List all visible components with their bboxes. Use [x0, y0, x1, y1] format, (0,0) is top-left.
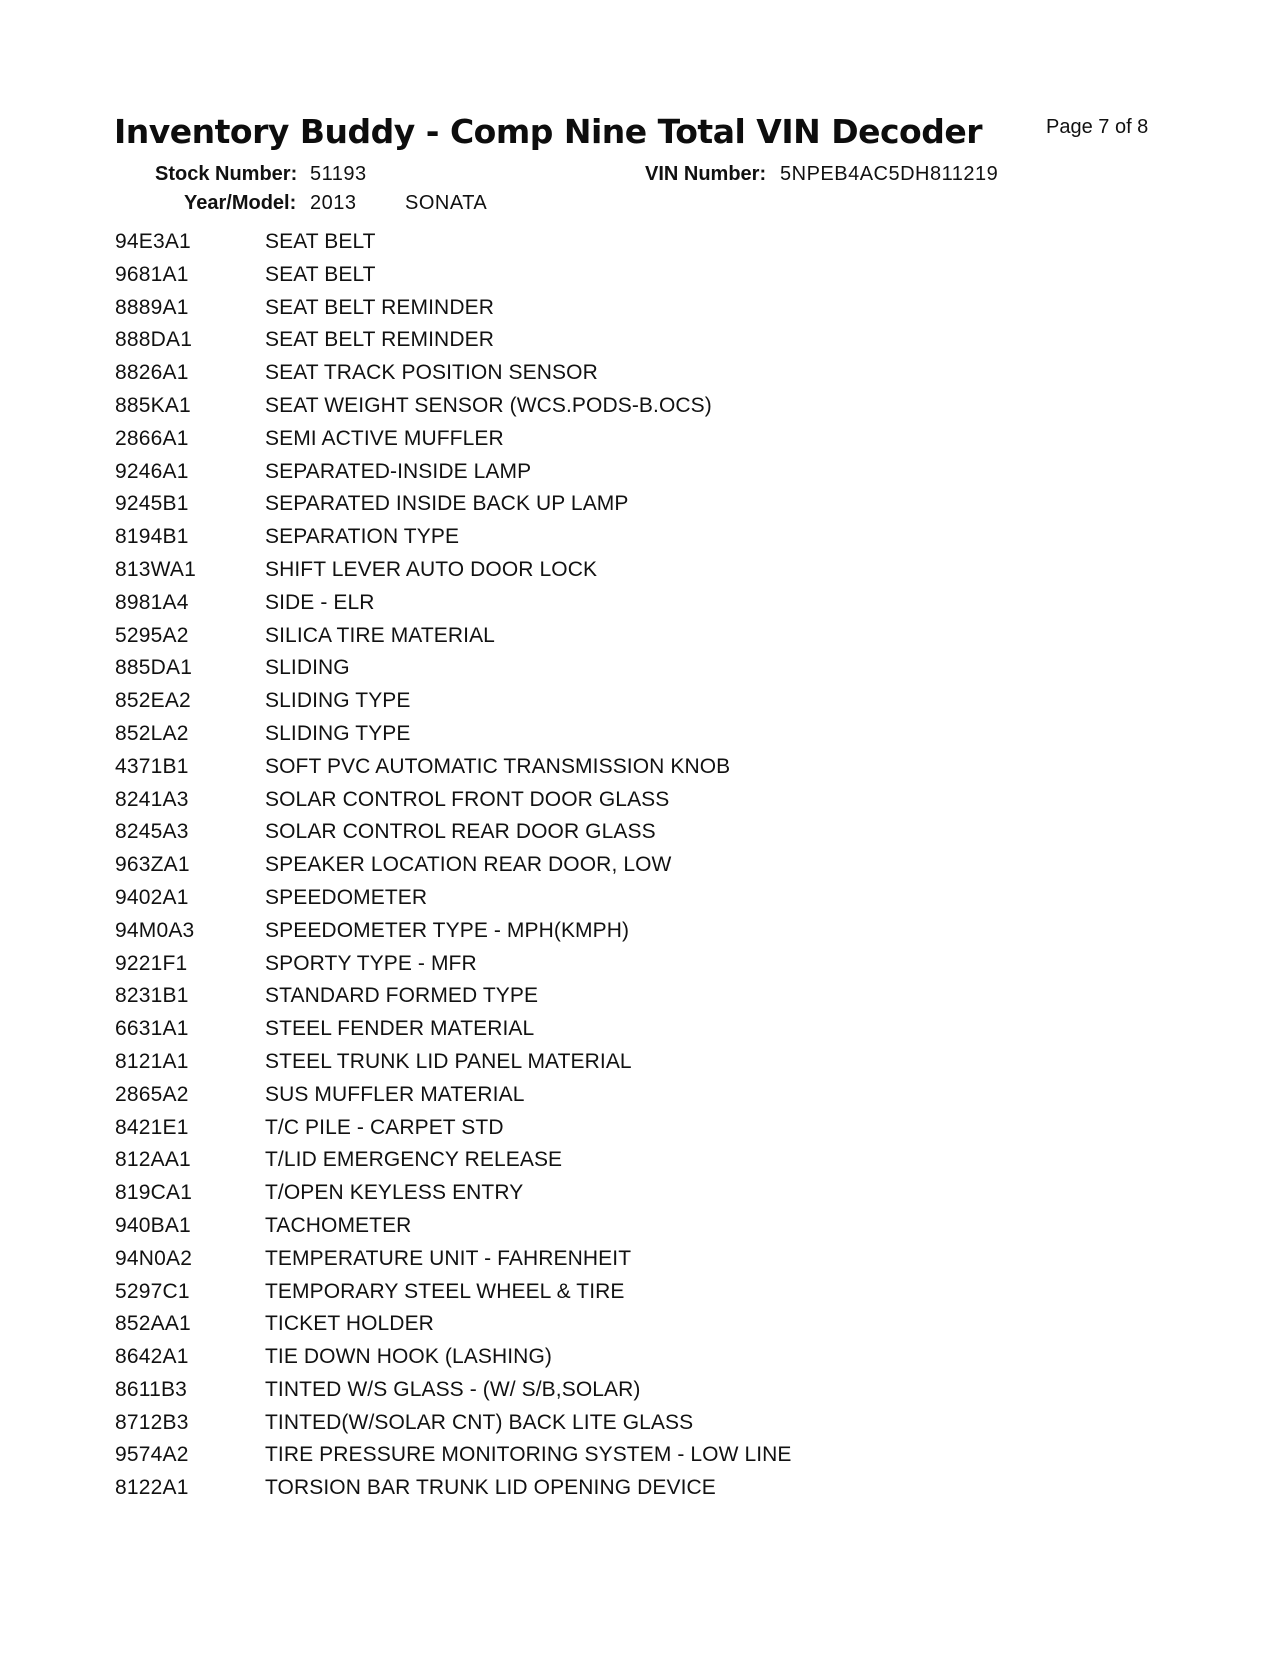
option-description: SLIDING TYPE — [265, 721, 411, 745]
option-code: 94E3A1 — [115, 230, 191, 253]
year-value: 2013 — [310, 192, 357, 214]
option-description: TEMPORARY STEEL WHEEL & TIRE — [265, 1279, 625, 1303]
list-item — [115, 656, 1165, 689]
list-item — [115, 1378, 1165, 1411]
option-code-list — [115, 230, 1165, 1509]
list-item — [115, 591, 1165, 624]
list-item — [115, 984, 1165, 1017]
option-code: 4371B1 — [115, 754, 189, 778]
option-description: SPORTY TYPE - MFR — [265, 951, 477, 975]
page-number: Page 7 of 8 — [1046, 116, 1149, 138]
stock-number-label: Stock Number: — [155, 163, 298, 185]
option-code: 8642A1 — [115, 1345, 189, 1369]
option-description: SPEAKER LOCATION REAR DOOR, LOW — [265, 853, 672, 877]
list-item — [115, 788, 1165, 821]
option-code: 8231B1 — [115, 984, 189, 1008]
list-item — [115, 1247, 1165, 1280]
option-description: SOFT PVC AUTOMATIC TRANSMISSION KNOB — [265, 754, 731, 778]
option-code: 8122A1 — [115, 1476, 189, 1500]
option-code: 852AA1 — [115, 1312, 191, 1336]
list-item — [115, 1443, 1165, 1476]
list-item — [115, 886, 1165, 919]
option-description: TIRE PRESSURE MONITORING SYSTEM - LOW LINE — [265, 1443, 792, 1467]
list-item — [115, 1411, 1165, 1444]
stock-number-value: 51193 — [310, 163, 367, 185]
list-item — [115, 328, 1165, 361]
list-item — [115, 952, 1165, 985]
option-description: SOLAR CONTROL REAR DOOR GLASS — [265, 820, 656, 844]
list-item — [115, 919, 1165, 952]
option-code: 852LA2 — [115, 721, 189, 745]
option-code: 888DA1 — [115, 328, 193, 352]
option-description: SIDE - ELR — [265, 590, 375, 614]
option-code: 8194B1 — [115, 525, 189, 549]
option-description: T/LID EMERGENCY RELEASE — [265, 1148, 563, 1172]
option-code: 819CA1 — [115, 1181, 193, 1205]
list-item — [115, 1050, 1165, 1083]
option-code: 8611B3 — [115, 1377, 188, 1401]
option-description: SEAT BELT REMINDER — [265, 295, 494, 319]
option-code: 8241A3 — [115, 787, 189, 811]
list-item — [115, 1083, 1165, 1116]
option-description: TINTED W/S GLASS - (W/ S/B,SOLAR) — [265, 1377, 641, 1401]
option-code: 8421E1 — [115, 1115, 189, 1139]
option-description: SEPARATED-INSIDE LAMP — [265, 459, 532, 483]
option-description: TEMPERATURE UNIT - FAHRENHEIT — [265, 1246, 632, 1270]
option-description: T/OPEN KEYLESS ENTRY — [265, 1181, 524, 1205]
option-description: TINTED(W/SOLAR CNT) BACK LITE GLASS — [265, 1410, 694, 1434]
option-description: SLIDING TYPE — [265, 689, 411, 713]
option-code: 8981A4 — [115, 590, 189, 614]
option-description: TICKET HOLDER — [265, 1312, 434, 1336]
list-item — [115, 361, 1165, 394]
option-code: 9245B1 — [115, 492, 189, 516]
model-value: SONATA — [405, 192, 488, 214]
list-item — [115, 853, 1165, 886]
list-item — [115, 1345, 1165, 1378]
list-item — [115, 394, 1165, 427]
option-code: 8121A1 — [115, 1049, 189, 1073]
option-description: SEPARATION TYPE — [265, 525, 460, 549]
option-code: 8826A1 — [115, 361, 189, 385]
option-description: SEMI ACTIVE MUFFLER — [265, 426, 504, 450]
option-description: TORSION BAR TRUNK LID OPENING DEVICE — [265, 1476, 716, 1500]
list-item — [115, 820, 1165, 853]
option-code: 9221F1 — [115, 951, 188, 975]
list-item — [115, 722, 1165, 755]
option-description: STANDARD FORMED TYPE — [265, 984, 539, 1008]
option-code: 5297C1 — [115, 1279, 190, 1303]
list-item — [115, 689, 1165, 722]
list-item — [115, 1017, 1165, 1050]
list-item — [115, 1148, 1165, 1181]
option-description: SHIFT LEVER AUTO DOOR LOCK — [265, 557, 598, 581]
option-description: SEPARATED INSIDE BACK UP LAMP — [265, 492, 629, 516]
list-item — [115, 296, 1165, 329]
option-code: 9246A1 — [115, 459, 189, 483]
list-item — [115, 427, 1165, 460]
option-description: SEAT WEIGHT SENSOR (WCS.PODS-B.OCS) — [265, 393, 712, 417]
option-code: 852EA2 — [115, 689, 191, 713]
option-description: TACHOMETER — [265, 1213, 412, 1237]
list-item — [115, 1312, 1165, 1345]
list-item — [115, 1476, 1165, 1509]
option-code: 9574A2 — [115, 1443, 189, 1467]
option-code: 5295A2 — [115, 623, 189, 647]
option-description: SPEEDOMETER — [265, 885, 428, 909]
option-description: STEEL TRUNK LID PANEL MATERIAL — [265, 1049, 632, 1073]
option-code: 2865A2 — [115, 1082, 189, 1106]
option-code: 8712B3 — [115, 1410, 189, 1434]
list-item — [115, 263, 1165, 296]
option-description: T/C PILE - CARPET STD — [265, 1115, 504, 1139]
document-title: Inventory Buddy - Comp Nine Total VIN Decoder — [114, 112, 982, 151]
list-item — [115, 1116, 1165, 1149]
option-code: 885KA1 — [115, 393, 191, 417]
option-code: 885DA1 — [115, 656, 193, 680]
option-description: SEAT BELT REMINDER — [265, 328, 494, 352]
list-item — [115, 1280, 1165, 1313]
list-item — [115, 624, 1165, 657]
option-code: 94N0A2 — [115, 1246, 193, 1270]
option-description: SILICA TIRE MATERIAL — [265, 623, 495, 647]
option-code: 813WA1 — [115, 557, 196, 581]
option-code: 8245A3 — [115, 820, 189, 844]
vin-number-value: 5NPEB4AC5DH811219 — [780, 163, 999, 185]
option-code: 9402A1 — [115, 885, 189, 909]
list-item — [115, 1214, 1165, 1247]
option-description: SUS MUFFLER MATERIAL — [265, 1082, 525, 1106]
vin-number-label: VIN Number: — [645, 163, 767, 185]
option-code: 812AA1 — [115, 1148, 191, 1172]
option-code: 8889A1 — [115, 295, 189, 319]
option-description: SOLAR CONTROL FRONT DOOR GLASS — [265, 787, 670, 811]
option-description: TIE DOWN HOOK (LASHING) — [265, 1345, 552, 1369]
list-item — [115, 525, 1165, 558]
option-description: SPEEDOMETER TYPE - MPH(KMPH) — [265, 918, 630, 942]
list-item — [115, 460, 1165, 493]
option-description: SLIDING — [265, 656, 350, 680]
option-description: SEAT BELT — [265, 230, 376, 253]
option-code: 963ZA1 — [115, 853, 190, 877]
option-description: SEAT BELT — [265, 262, 376, 286]
option-code: 9681A1 — [115, 262, 189, 286]
list-item — [115, 1181, 1165, 1214]
list-item — [115, 755, 1165, 788]
option-description: STEEL FENDER MATERIAL — [265, 1017, 535, 1041]
list-item — [115, 492, 1165, 525]
year-model-label: Year/Model: — [184, 192, 297, 214]
option-code: 940BA1 — [115, 1213, 191, 1237]
option-code: 2866A1 — [115, 426, 189, 450]
list-item — [115, 230, 1165, 263]
option-code: 94M0A3 — [115, 918, 195, 942]
option-description: SEAT TRACK POSITION SENSOR — [265, 361, 598, 385]
list-item — [115, 558, 1165, 591]
option-code: 6631A1 — [115, 1017, 189, 1041]
